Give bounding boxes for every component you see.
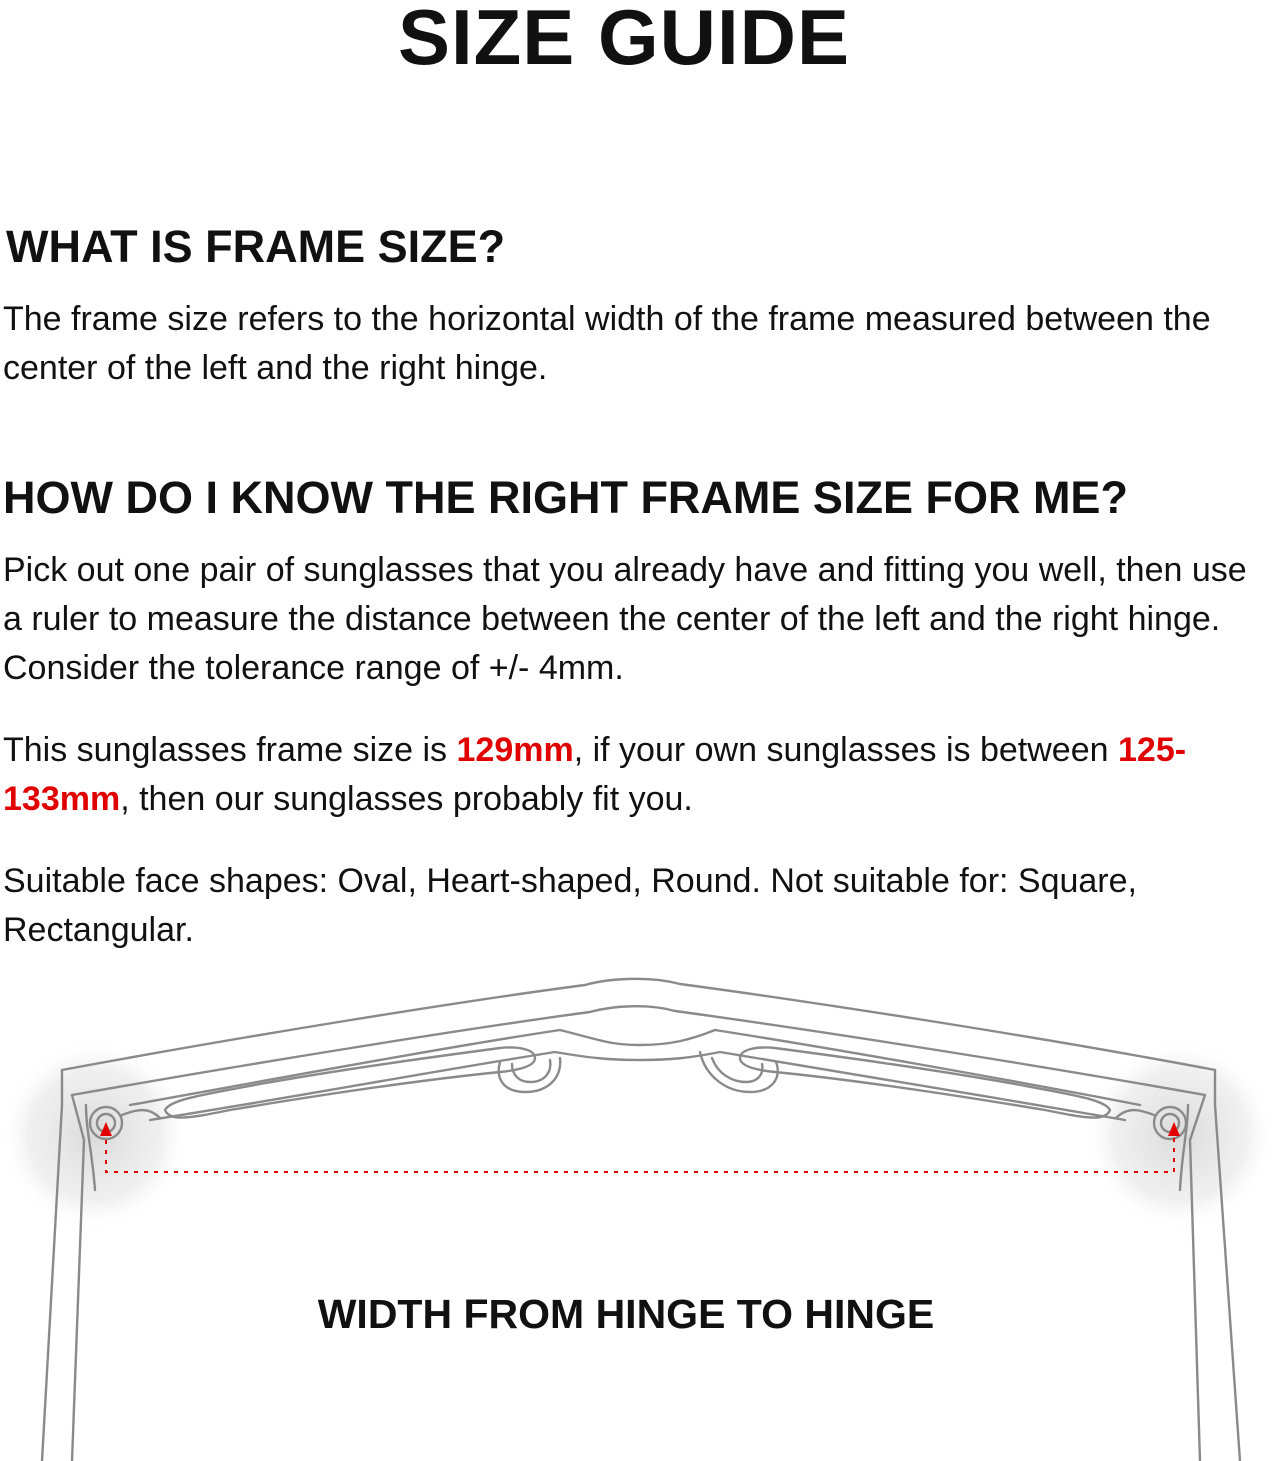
size-suffix-text: , then our sunglasses probably fit you. [120,780,693,818]
frame-size-description: The frame size refers to the horizontal width of the frame measured between the center of the left and the right hinge. [3,300,1211,387]
left-lens-brow [165,1047,535,1117]
hinge-measure-line [106,1130,1174,1172]
face-shapes-text: Suitable face shapes: Oval, Heart-shaped, Round. Not suitable for: Square, Rectangular. [3,862,1137,949]
fit-range-value: 125-133mm [3,731,1187,818]
frame-size-statement [3,726,1265,824]
frame-size-heading: WHAT IS FRAME SIZE? [6,221,506,272]
frame-inner-edge [72,1006,1205,1095]
measure-instructions: Pick out one pair of sunglasses that you already have and fitting you well, then use a ruler to measure the distance between the center of the left and the right hinge. Consider the tolerance range of +/- 4mm. [3,551,1247,687]
hinge-width-label: WIDTH FROM HINGE TO HINGE [317,1291,935,1337]
frame-rim [130,1030,1140,1105]
page-title: SIZE GUIDE [397,0,851,81]
frame-rim-lower [150,1052,1125,1120]
size-middle-text: , if your own sunglasses is between [573,731,1118,769]
frame-size-value: 129mm [456,731,574,769]
right-nose-pad-inner [712,1058,762,1082]
size-prefix-text: This sunglasses frame size is [3,731,457,769]
sunglasses-frame-icon [0,965,1272,1461]
frame-outer-edge [62,979,1215,1070]
right-size-heading: HOW DO I KNOW THE RIGHT FRAME SIZE FOR ME? [3,472,1128,523]
